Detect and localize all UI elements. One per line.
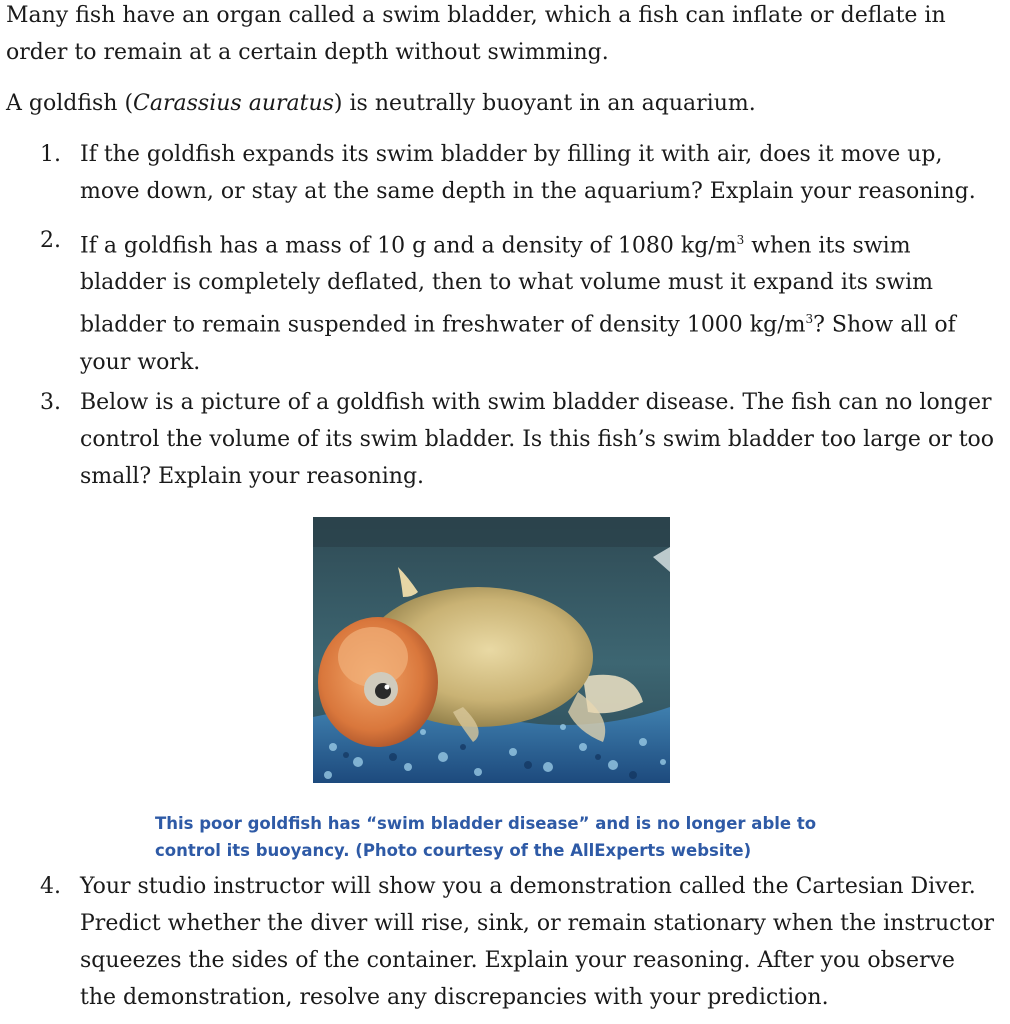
caption-line: control its buoyancy. (Photo courtesy of the AllExperts website): [155, 841, 752, 860]
goldfish-photo: [313, 517, 670, 783]
question-number: 1.: [40, 142, 61, 167]
question-text: Your studio instructor will show you a demonstration called the Cartesian Diver. Predict whether the diver will rise, sink, or remain stationary when the instructor squeezes the sides of the container. Explain your reasoning. After you observe the demonstration, resolve any discrepancies with your prediction.: [80, 874, 995, 1010]
goldfish-intro-paragraph: [6, 85, 991, 122]
question-number: 3.: [40, 390, 61, 415]
caption-line: This poor goldfish has “swim bladder disease” and is no longer able to: [155, 814, 817, 833]
question-number: 4.: [40, 874, 61, 899]
question-text: If the goldfish expands its swim bladder by filling it with air, does it move up, move down, or stay at the same depth in the aquarium? Explain your reasoning.: [80, 142, 976, 204]
question-text-part: If a goldfish has a mass of 10 g and a density of 1080 kg/m: [80, 233, 737, 259]
intro-text-before: A goldfish (: [6, 91, 134, 116]
photo-caption: [155, 810, 855, 864]
superscript: 3: [736, 233, 745, 247]
question-text-part: when its swim bladder is completely deflated, then to what volume must it expand its swim bladder to remain suspended in freshwater of density 1000 kg/m: [80, 233, 934, 338]
question-text: Below is a picture of a goldfish with swim bladder disease. The fish can no longer control the volume of its swim bladder. Is this fish’s swim bladder too large or too small? Explain your reasoning.: [80, 390, 995, 489]
question-text-part: ? Show all of your work.: [80, 312, 956, 375]
question-text: [80, 222, 995, 381]
intro-paragraph: Many fish have an organ called a swim bladder, which a fish can inflate or deflate in order to remain at a certain depth without swimming.: [6, 3, 946, 65]
superscript: 3: [805, 312, 814, 327]
intro-text-after: ) is neutrally buoyant in an aquarium.: [333, 91, 756, 116]
question-number: 2.: [40, 228, 61, 253]
species-name: Carassius auratus: [133, 91, 334, 116]
